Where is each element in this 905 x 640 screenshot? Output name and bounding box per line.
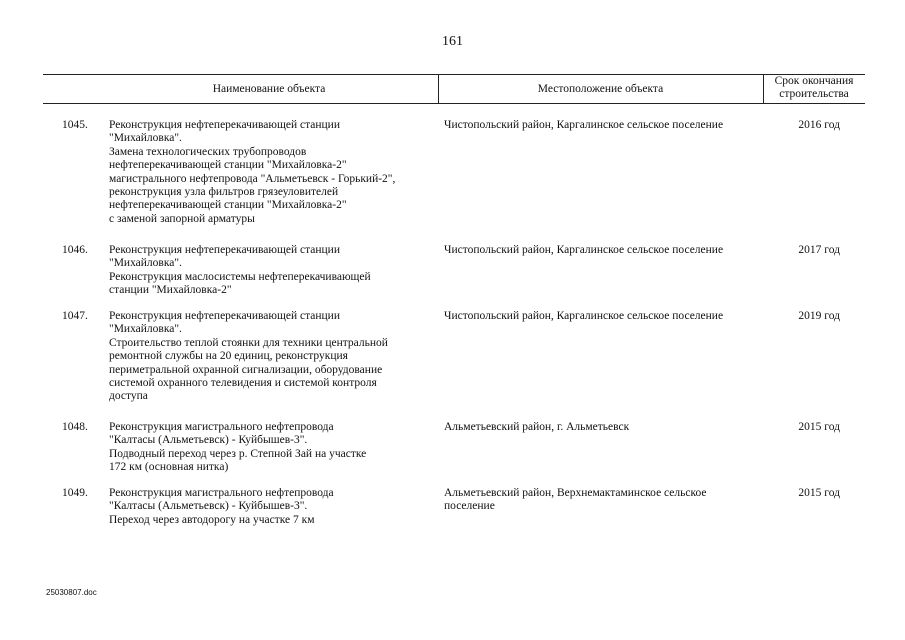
object-name-line: с заменой запорной арматуры xyxy=(109,212,255,225)
object-location-line: Альметьевский район, г. Альметьевск xyxy=(444,421,630,433)
object-name-line: Реконструкция магистрального нефтепровода xyxy=(109,421,334,433)
object-name xyxy=(109,119,439,226)
document-filename: 25030807.doc xyxy=(46,588,97,597)
object-name-line: станции "Михайловка-2" xyxy=(109,284,232,297)
object-name-line: магистрального нефтепровода "Альметьевск - Горький-2", xyxy=(109,172,396,185)
object-name-line: Реконструкция нефтеперекачивающей станции xyxy=(109,310,340,322)
table-top-rule xyxy=(43,74,865,75)
object-location xyxy=(444,487,762,514)
object-name-line: ремонтной службы на 20 единиц, реконструкция xyxy=(109,350,348,363)
row-number: 1046. xyxy=(62,244,88,256)
object-location xyxy=(444,119,762,132)
object-name-line: 172 км (основная нитка) xyxy=(109,461,229,474)
object-name xyxy=(109,421,439,475)
object-name-line: "Михайловка". xyxy=(109,323,182,336)
object-name-line: доступа xyxy=(109,390,148,403)
object-name-line: системой охранного телевидения и системой контроля xyxy=(109,377,377,390)
completion-year: 2017 год xyxy=(798,244,840,256)
object-name xyxy=(109,310,439,404)
object-name-line: Переход через автодорогу на участке 7 км xyxy=(109,513,315,526)
row-number: 1048. xyxy=(62,421,88,433)
object-name-line: Реконструкция нефтеперекачивающей станции xyxy=(109,244,340,256)
object-location xyxy=(444,310,762,323)
row-number: 1047. xyxy=(62,310,88,322)
column-header-location: Местоположение объекта xyxy=(537,83,664,95)
object-name-line: Замена технологических трубопроводов xyxy=(109,145,307,158)
object-name-line: Строительство теплой стоянки для техники центральной xyxy=(109,336,388,349)
object-name-line: периметральной охранной сигнализации, оборудование xyxy=(109,363,383,376)
table-header-bottom-rule xyxy=(43,103,865,104)
object-name-line: "Михайловка". xyxy=(109,257,182,270)
row-number: 1049. xyxy=(62,487,88,499)
column-header-term xyxy=(763,75,865,101)
object-location xyxy=(444,244,762,257)
object-name xyxy=(109,487,439,527)
object-location-line: Чистопольский район, Каргалинское сельское поселение xyxy=(444,119,724,131)
object-name-line: нефтеперекачивающей станции "Михайловка-2" xyxy=(109,159,347,172)
object-name-line: Реконструкция магистрального нефтепровода xyxy=(109,487,334,499)
object-location-line: Альметьевский район, Верхнемактаминское сельское xyxy=(444,487,707,499)
column-header-name: Наименование объекта xyxy=(212,83,326,95)
object-name-line: "Михайловка". xyxy=(109,132,182,145)
completion-year: 2019 год xyxy=(798,310,840,322)
completion-year: 2015 год xyxy=(798,421,840,433)
object-name-line: "Калтасы (Альметьевск) - Куйбышев-3". xyxy=(109,434,308,447)
row-number: 1045. xyxy=(62,119,88,131)
object-name-line: Подводный переход через р. Степной Зай на участке xyxy=(109,447,367,460)
completion-year: 2016 год xyxy=(798,119,840,131)
object-location-line: поселение xyxy=(444,500,495,513)
column-header-term-line1: Срок окончания xyxy=(774,75,854,87)
object-name-line: нефтеперекачивающей станции "Михайловка-2" xyxy=(109,199,347,212)
column-header-term-line2: строительства xyxy=(779,88,849,100)
object-name-line: Реконструкция маслосистемы нефтеперекачивающей xyxy=(109,270,371,283)
object-location-line: Чистопольский район, Каргалинское сельское поселение xyxy=(444,244,724,256)
completion-year: 2015 год xyxy=(798,487,840,499)
object-name-line: "Калтасы (Альметьевск) - Куйбышев-3". xyxy=(109,500,308,513)
object-location-line: Чистопольский район, Каргалинское сельское поселение xyxy=(444,310,724,322)
object-location xyxy=(444,421,762,434)
object-name xyxy=(109,244,439,298)
page-number: 161 xyxy=(442,34,463,49)
object-name-line: реконструкция узла фильтров грязеуловителей xyxy=(109,186,339,199)
object-name-line: Реконструкция нефтеперекачивающей станции xyxy=(109,119,340,131)
